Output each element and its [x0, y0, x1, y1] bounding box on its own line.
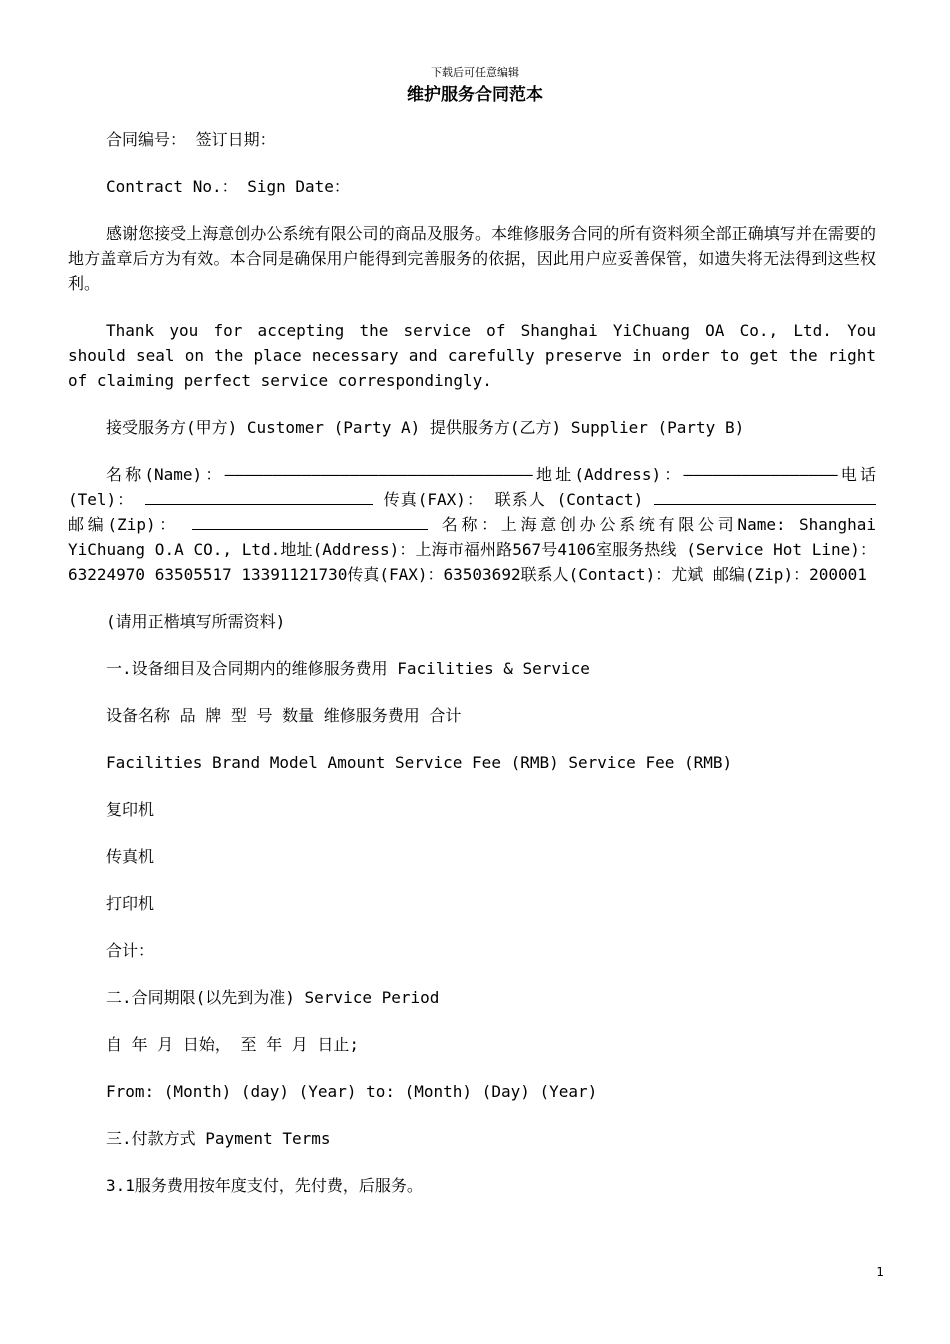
- parties-line: 接受服务方(甲方) Customer (Party A) 提供服务方(乙方) Supplier (Party B): [106, 418, 745, 437]
- section-3-heading: 三.付款方式 Payment Terms: [106, 1129, 331, 1148]
- party-a-name-label: 名称(Name)：————————————————————————————————地址(Address)：: [106, 465, 684, 484]
- period-cn: 自 年 月 日始， 至 年 月 日止;: [106, 1035, 360, 1054]
- item-printer: 打印机: [106, 894, 155, 913]
- section-1-heading: 一.设备细目及合同期内的维修服务费用 Facilities & Service: [106, 659, 590, 678]
- zip-blank: [192, 513, 428, 530]
- contact-label: (Contact): [556, 490, 644, 509]
- document-title: 维护服务合同范本: [407, 85, 543, 105]
- party-b-details: 名称：上海意创办公系统有限公司Name: Shanghai YiChuang O.A CO., Ltd.地址(Address)：上海市福州路567号4106室服务热线 (Service Hot Line)：63224970 63505517 13391121730传真(FAX)：63503692联系人(Contact)：尤斌 邮编(Zip)：200001: [68, 515, 877, 584]
- section-2-heading: 二.合同期限(以先到为准) Service Period: [106, 988, 440, 1007]
- intro-paragraph-en: Thank you for accepting the service of Shanghai YiChuang OA Co., Ltd. You should seal on the place necessary and carefully preserve in order to get the right of claiming perfect service correspondingly.: [68, 321, 876, 390]
- clause-3-1: 3.1服务费用按年度支付，先付费，后服务。: [106, 1176, 423, 1195]
- contact-blank: [654, 488, 876, 505]
- table-header-en: Facilities Brand Model Amount Service Fee (RMB) Service Fee (RMB): [106, 753, 733, 772]
- zip-label: 邮编(Zip)：: [68, 515, 180, 534]
- fill-instruction: (请用正楷填写所需资料): [106, 612, 286, 631]
- header-note: 下载后可任意编辑: [431, 66, 519, 79]
- contract-number-en: Contract No.： Sign Date：: [106, 177, 350, 196]
- total-line: 合计：: [106, 941, 155, 960]
- page-number: 1: [876, 1265, 884, 1279]
- fax-label: 传真(FAX)： 联系人: [372, 490, 546, 509]
- item-copier: 复印机: [106, 800, 155, 819]
- party-a-tel-label: ————————————————电话(Tel)：: [68, 465, 876, 509]
- table-header-cn: 设备名称 品 牌 型 号 数量 维修服务费用 合计: [106, 706, 462, 725]
- period-en: From: (Month) (day) (Year) to: (Month) (Day) (Year): [106, 1082, 598, 1101]
- item-fax: 传真机: [106, 847, 155, 866]
- tel-blank: [145, 488, 373, 505]
- party-info-paragraph: [68, 462, 876, 587]
- document-body: [68, 127, 876, 1220]
- intro-paragraph-cn: 感谢您接受上海意创办公系统有限公司的商品及服务。本维修服务合同的所有资料须全部正确填写并在需要的地方盖章后方为有效。本合同是确保用户能得到完善服务的依据，因此用户应妥善保管，如遗失将无法得到这些权利。: [68, 224, 876, 293]
- contract-number-cn: 合同编号： 签订日期：: [106, 130, 276, 149]
